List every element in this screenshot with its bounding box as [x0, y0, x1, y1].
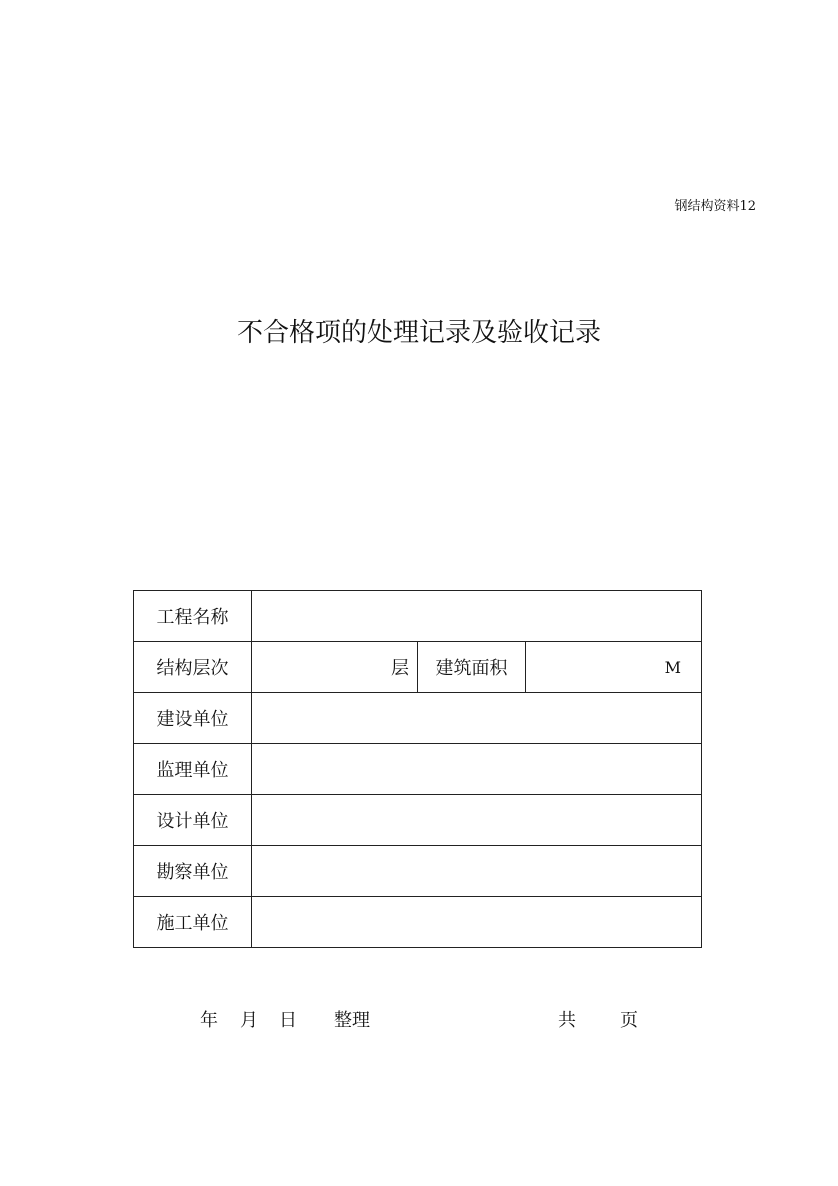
project-name-field[interactable] — [252, 591, 702, 642]
pages-label: 页 — [620, 1010, 638, 1031]
document-code: 钢结构资料12 — [674, 199, 756, 214]
building-area-field[interactable] — [526, 642, 702, 693]
project-info-table — [133, 590, 702, 948]
floors-field[interactable] — [252, 642, 418, 693]
table-row — [134, 642, 702, 693]
total-label: 共 — [558, 1010, 576, 1031]
table-row — [134, 795, 702, 846]
project-name-label: 工程名称 — [134, 591, 252, 642]
builder-unit-field[interactable] — [252, 897, 702, 948]
building-area-label: 建筑面积 — [418, 642, 526, 693]
page-title: 不合格项的处理记录及验收记录 — [236, 318, 601, 348]
structure-floors-label: 结构层次 — [134, 642, 252, 693]
floors-unit: 层 — [391, 658, 409, 679]
survey-unit-field[interactable] — [252, 846, 702, 897]
area-unit: M — [664, 657, 682, 677]
table-row — [134, 846, 702, 897]
month-label: 月 — [240, 1010, 258, 1031]
table-row — [134, 897, 702, 948]
design-unit-label: 设计单位 — [134, 795, 252, 846]
design-unit-field[interactable] — [252, 795, 702, 846]
construction-unit-label: 建设单位 — [134, 693, 252, 744]
survey-unit-label: 勘察单位 — [134, 846, 252, 897]
table-row — [134, 693, 702, 744]
supervision-unit-field[interactable] — [252, 744, 702, 795]
compiled-label: 整理 — [334, 1010, 370, 1031]
builder-unit-label: 施工单位 — [134, 897, 252, 948]
year-label: 年 — [200, 1010, 218, 1031]
table-row — [134, 591, 702, 642]
footer-line — [0, 1006, 838, 1030]
table-row — [134, 744, 702, 795]
supervision-unit-label: 监理单位 — [134, 744, 252, 795]
day-label: 日 — [279, 1010, 297, 1031]
construction-unit-field[interactable] — [252, 693, 702, 744]
